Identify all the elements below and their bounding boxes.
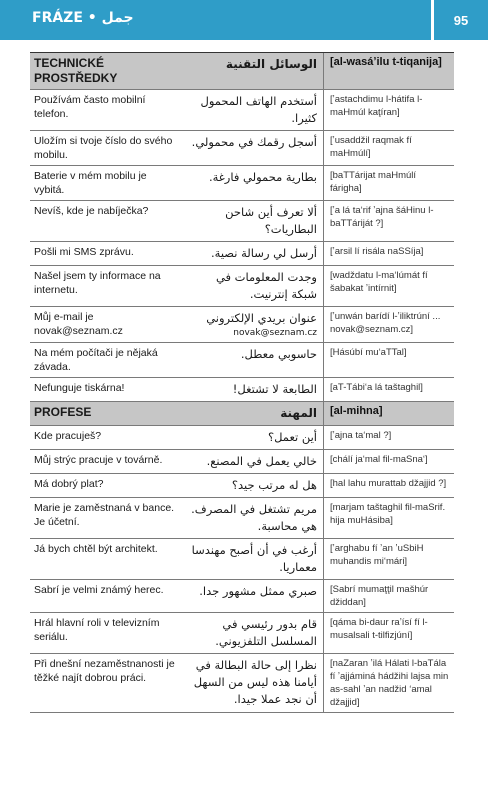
phrase-arabic xyxy=(182,90,324,130)
phrase-czech: Kde pracuješ? xyxy=(34,430,102,442)
phrase-arabic-text: أين تعمل؟ xyxy=(267,430,317,444)
phrase-transliteration: [ʼarsil lí risála naSSíja] xyxy=(330,246,424,257)
phrase-transliteration: [baTTárijat maHmúlí fárigha] xyxy=(330,170,417,194)
phrase-czech: Používám často mobilní telefon. xyxy=(34,94,146,120)
phrase-transliteration: [hal lahu murattab džajjid ?] xyxy=(330,478,447,489)
phrase-arabic xyxy=(182,131,324,165)
phrase-czech: Našel jsem ty informace na internetu. xyxy=(34,270,161,296)
section-heading-arabic: المهنة xyxy=(182,402,324,425)
phrase-czech: Hrál hlavní roli v televizním seriálu. xyxy=(34,617,160,643)
table-row xyxy=(30,266,454,307)
table-row xyxy=(30,90,454,131)
section-heading-transliteration: [al-wasáʼilu t-tiqanija] xyxy=(330,56,442,68)
phrase-arabic-text: أستخدم الهاتف المحمول كثيرا. xyxy=(200,94,317,125)
section-heading xyxy=(30,53,454,90)
phrase-arabic xyxy=(182,498,324,538)
phrase-arabic-text: قام بدور رئيسي في المسلسل التلفزيوني. xyxy=(215,617,317,648)
phrase-arabic-text: أرغب في أن أصبح مهندسا معماريا. xyxy=(191,543,317,574)
phrase-transliteration: [ʼastachdimu l-hátifa l-maHmúl kaţíran] xyxy=(330,94,423,118)
phrase-arabic xyxy=(182,474,324,497)
table-row xyxy=(30,242,454,266)
phrase-transliteration: [ʼunwán barídí l-ʼiliktrúní ... novak@seznam.cz] xyxy=(330,311,441,335)
phrase-transliteration: [marjam taštaghil fil-maSrif. hija muHásiba] xyxy=(330,502,446,526)
phrase-czech: Má dobrý plat? xyxy=(34,478,104,490)
section-heading-czech: PROFESE xyxy=(34,405,92,419)
section-heading xyxy=(30,402,454,426)
table-row xyxy=(30,201,454,242)
table-row xyxy=(30,580,454,613)
phrase-arabic-text: أرسل لي رسالة نصية. xyxy=(211,246,317,260)
table-row xyxy=(30,654,454,713)
phrase-czech: Marie je zaměstnaná v bance. Je účetní. xyxy=(34,502,175,528)
phrase-arabic-text: هل له مرتب جيد؟ xyxy=(231,478,317,492)
page-header-bar xyxy=(0,0,488,40)
phrase-arabic-text: خالي يعمل في المصنع. xyxy=(206,454,317,468)
phrase-czech: Při dnešní nezaměstnanosti je těžké najít dobrou práci. xyxy=(34,658,175,684)
phrase-transliteration: [naZaran ʼilá Hálati l-baTála fí ʼajjáminá hádžihi lajsa min as-sahl ʼan nadžid ʻamal džajjid] xyxy=(330,658,449,708)
phrase-czech: Uložím si tvoje číslo do svého mobilu. xyxy=(34,135,173,161)
phrase-arabic-text: نظرا إلى حالة البطالة في أيامنا هذه ليس من السهل أن نجد عملا جيدا. xyxy=(193,658,317,706)
phrase-table xyxy=(30,52,454,713)
phrase-czech: Baterie v mém mobilu je vybitá. xyxy=(34,170,147,196)
phrase-arabic-text: الطابعة لا تشتغل! xyxy=(232,382,317,396)
phrase-arabic-text: أسجل رقمك في محمولي. xyxy=(191,135,317,149)
section-heading-transliteration: [al-mihna] xyxy=(330,405,383,417)
phrase-arabic xyxy=(182,426,324,449)
phrase-transliteration: [Hásúbí muʻaTTal] xyxy=(330,347,407,358)
phrase-arabic-text: حاسوبي معطل. xyxy=(240,347,317,361)
phrase-czech: Na mém počítači je nějaká závada. xyxy=(34,347,158,373)
phrase-arabic-text: وجدت المعلومات في شبكة إنترنيت. xyxy=(215,270,317,301)
table-row xyxy=(30,131,454,166)
phrase-arabic xyxy=(182,613,324,653)
page-title: FRÁZE • جمل xyxy=(32,10,134,26)
phrase-czech: Můj strýc pracuje v továrně. xyxy=(34,454,163,466)
phrase-arabic xyxy=(182,242,324,265)
phrase-arabic xyxy=(182,266,324,306)
phrase-arabic xyxy=(182,166,324,200)
phrase-czech: Nevíš, kde je nabíječka? xyxy=(34,205,149,217)
phrase-czech: Pošli mi SMS zprávu. xyxy=(34,246,134,258)
page-number: 95 xyxy=(431,0,488,40)
section-heading-arabic: الوسائل التقنية xyxy=(182,53,324,89)
phrase-arabic xyxy=(182,450,324,473)
phrase-arabic-text: مريم تشتغل في المصرف. هي محاسبة. xyxy=(191,502,317,533)
section-heading-czech: TECHNICKÉ PROSTŘEDKY xyxy=(34,56,118,85)
phrase-czech: Nefunguje tiskárna! xyxy=(34,382,125,394)
phrase-arabic xyxy=(182,654,324,712)
phrase-transliteration: [Sabrí mumaţţil mašhúr džiddan] xyxy=(330,584,429,608)
phrase-czech: Můj e-mail je novak@seznam.cz xyxy=(34,311,123,337)
table-row xyxy=(30,378,454,402)
table-row xyxy=(30,613,454,654)
phrase-transliteration: [qáma bi-daur raʼísí fí l-musalsali t-tilfizjúní] xyxy=(330,617,428,641)
phrase-transliteration: [wadždatu l-maʻlúmát fí šabakat ʼintírnit] xyxy=(330,270,428,294)
phrase-arabic xyxy=(182,201,324,241)
phrase-arabic xyxy=(182,307,324,342)
table-row xyxy=(30,307,454,343)
phrase-arabic-text: ألا تعرف أين شاحن البطاريات؟ xyxy=(225,205,317,236)
table-row xyxy=(30,426,454,450)
table-row xyxy=(30,539,454,580)
phrase-transliteration: [ʼa lá taʻrif ʼajna šáHinu l-baTTáriját ?] xyxy=(330,205,434,229)
table-row xyxy=(30,498,454,539)
phrase-transliteration: [ʼajna taʻmal ?] xyxy=(330,430,392,441)
phrase-arabic xyxy=(182,580,324,612)
table-row xyxy=(30,474,454,498)
table-row xyxy=(30,166,454,201)
phrase-arabic-text: عنوان بريدي الإلكتروني xyxy=(206,311,317,325)
phrase-arabic-text: بطارية محمولي فارغة. xyxy=(208,170,317,184)
phrase-arabic xyxy=(182,378,324,401)
phrase-transliteration: [ʼarghabu fí ʼan ʼuSbiH muhandis miʻmári] xyxy=(330,543,424,567)
phrase-czech: Já bych chtěl být architekt. xyxy=(34,543,158,555)
phrase-transliteration: [chálí jaʻmal fil-maSnaʻ] xyxy=(330,454,428,465)
phrase-transliteration: [aT-Tábiʻa lá taštaghil] xyxy=(330,382,423,393)
phrase-arabic-email: novak@seznam.cz xyxy=(233,328,317,338)
phrase-arabic xyxy=(182,539,324,579)
phrase-arabic-text: صبري ممثل مشهور جدا. xyxy=(199,584,317,598)
table-row xyxy=(30,450,454,474)
phrase-czech: Sabrí je velmi známý herec. xyxy=(34,584,164,596)
table-row xyxy=(30,343,454,378)
phrase-transliteration: [ʼusaddžil raqmak fí maHmúlí] xyxy=(330,135,412,159)
phrase-arabic xyxy=(182,343,324,377)
